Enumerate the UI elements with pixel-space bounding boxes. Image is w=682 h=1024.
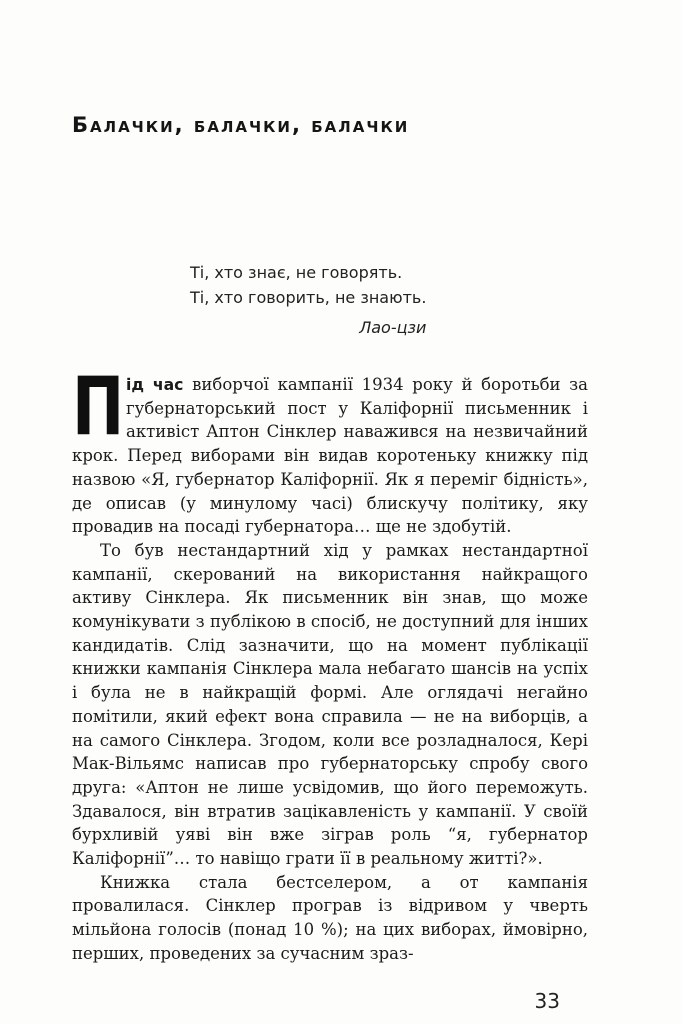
paragraph-2 <box>72 539 588 871</box>
paragraph-1 <box>72 360 588 539</box>
paragraph-3 <box>72 871 588 966</box>
body-text <box>72 360 588 966</box>
paragraph-2-text: То був нестандартний хід у рамках нестандартної кампанії, скерований на використання найкращого активу Сінклера. Як письменник він знав, що може комунікувати з публікою в спосіб, не доступний для інших кандидатів. Слід зазначити, що на момент публікації книжки кампанія Сінклера мала небагато шансів на успіх і була не в найкращій формі. Але оглядачі негайно помітили, який ефект вона справила — не на виборців, а на самого Сінклера. Згодом, коли все розладналося, Кері Мак-Вільямс написав про губернаторську спробу свого друга: «Аптон не лише усвідомив, що його переможуть. Здавалося, він втратив зацікавленість у кампанії. У своїй бурхливій уяві він вже зіграв роль “я, губернатор Каліфорнії”… то навіщо грати її в реальному житті?». <box>72 540 588 869</box>
paragraph-1-text: виборчої кампанії 1934 року й боротьби за губернаторський пост у Каліфорнії письменник і активіст Аптон Сінклер наважився на незвичайний крок. Перед виборами він видав коротеньку книжку під назвою «Я, губернатор Каліфорнії. Як я переміг бідність», де описав (у минулому часі) блискучу політику, яку провадив на посаді губернатора… ще не здобутій. <box>72 375 588 537</box>
page-number: 33 <box>534 988 560 1013</box>
epigraph-line-2: Ті, хто говорить, не знають. <box>190 288 427 307</box>
drop-cap-letter: П <box>72 360 125 453</box>
epigraph-attribution: Лао-цзи <box>359 318 427 337</box>
paragraph-3-text: Книжка стала бестселером, а от кампанія провалилася. Сінклер програв із відривом у чверть мільйона голосів (понад 10 %); на цих виборах, ймовірно, перших, проведених за сучасним зраз- <box>72 872 588 963</box>
chapter-title: Балачки, балачки, балачки <box>72 113 410 137</box>
epigraph <box>190 260 426 340</box>
epigraph-line-1: Ті, хто знає, не говорять. <box>190 263 403 282</box>
lead-in-bold-text: ід час <box>126 375 184 394</box>
